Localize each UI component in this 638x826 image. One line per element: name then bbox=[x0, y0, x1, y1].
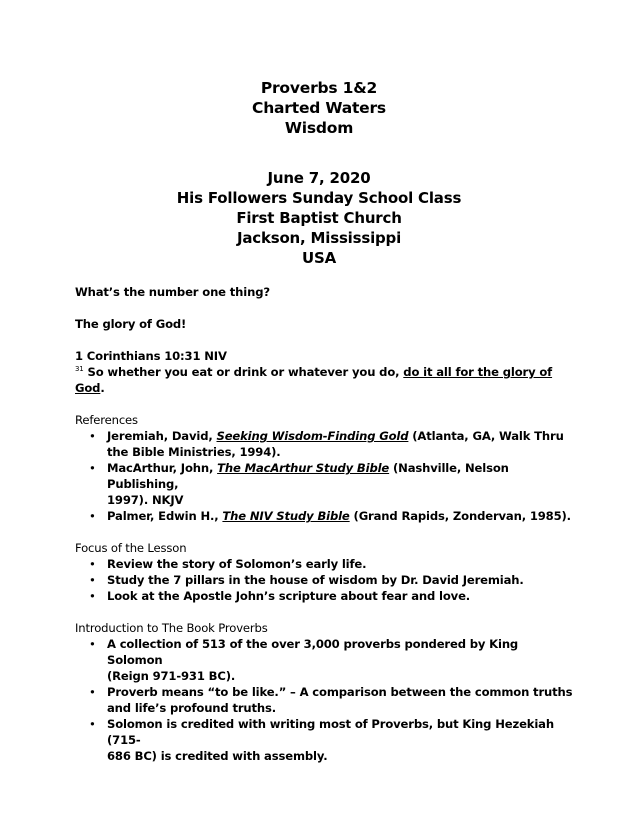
list-item: • Review the story of Solomon’s early life. bbox=[89, 557, 367, 571]
list-item: • Jeremiah, David, Seeking Wisdom-Finding Gold (Atlanta, GA, Walk Thru the Bible Ministries, 1994). bbox=[89, 429, 564, 459]
document-meta bbox=[0, 168, 638, 268]
introduction-heading: Introduction to The Book Proverbs bbox=[75, 621, 268, 635]
bullet: • bbox=[89, 429, 96, 443]
title-line: Charted Waters bbox=[252, 99, 386, 117]
title-line: Proverbs 1&2 bbox=[260, 79, 378, 97]
verse-reference: 1 Corinthians 10:31 NIV bbox=[75, 349, 227, 363]
bullet: • bbox=[89, 557, 96, 571]
country-line: USA bbox=[302, 249, 336, 267]
question-text: What’s the number one thing? bbox=[75, 285, 270, 299]
class-line: His Followers Sunday School Class bbox=[176, 189, 462, 207]
list-item: • Solomon is credited with writing most of Proverbs, but King Hezekiah (715- 686 BC) is credited with assembly. bbox=[89, 717, 554, 763]
document-body bbox=[75, 284, 575, 764]
document-title bbox=[0, 78, 638, 138]
bullet: • bbox=[89, 509, 96, 523]
verse-underlined: do it all for the glory of God bbox=[75, 365, 553, 395]
list-item: • MacArthur, John, The MacArthur Study Bible (Nashville, Nelson Publishing, 1997). NKJV bbox=[89, 461, 509, 507]
verse-post: . bbox=[100, 381, 105, 395]
introduction-list bbox=[75, 636, 575, 764]
verse-text bbox=[75, 364, 575, 396]
bullet: • bbox=[89, 573, 96, 587]
list-item: • Palmer, Edwin H., The NIV Study Bible (Grand Rapids, Zondervan, 1985). bbox=[89, 509, 571, 523]
answer-text: The glory of God! bbox=[75, 317, 187, 331]
city-line: Jackson, Mississippi bbox=[236, 229, 402, 247]
bullet: • bbox=[89, 589, 96, 603]
bullet: • bbox=[89, 637, 96, 651]
list-item: • A collection of 513 of the over 3,000 proverbs pondered by King Solomon (Reign 971-931 BC). bbox=[89, 637, 519, 683]
date-line: June 7, 2020 bbox=[267, 169, 371, 187]
verse-pre: So whether you eat or drink or whatever you do, bbox=[87, 365, 404, 379]
book-title: The MacArthur Study Bible bbox=[217, 461, 390, 475]
book-title: Seeking Wisdom-Finding Gold bbox=[216, 429, 409, 443]
bullet: • bbox=[89, 717, 96, 731]
verse-number: 31 bbox=[75, 365, 84, 374]
references-list bbox=[75, 428, 575, 524]
list-item: • Look at the Apostle John’s scripture about fear and love. bbox=[89, 589, 471, 603]
book-title: The NIV Study Bible bbox=[222, 509, 350, 523]
focus-heading: Focus of the Lesson bbox=[75, 541, 187, 555]
title-line: Wisdom bbox=[284, 119, 354, 137]
list-item: • Proverb means “to be like.” – A comparison between the common truths and life’s profound truths. bbox=[89, 685, 573, 715]
bullet: • bbox=[89, 461, 96, 475]
focus-list bbox=[75, 556, 575, 604]
list-item: • Study the 7 pillars in the house of wisdom by Dr. David Jeremiah. bbox=[89, 573, 524, 587]
church-line: First Baptist Church bbox=[236, 209, 402, 227]
bullet: • bbox=[89, 685, 96, 699]
references-heading: References bbox=[75, 413, 138, 427]
